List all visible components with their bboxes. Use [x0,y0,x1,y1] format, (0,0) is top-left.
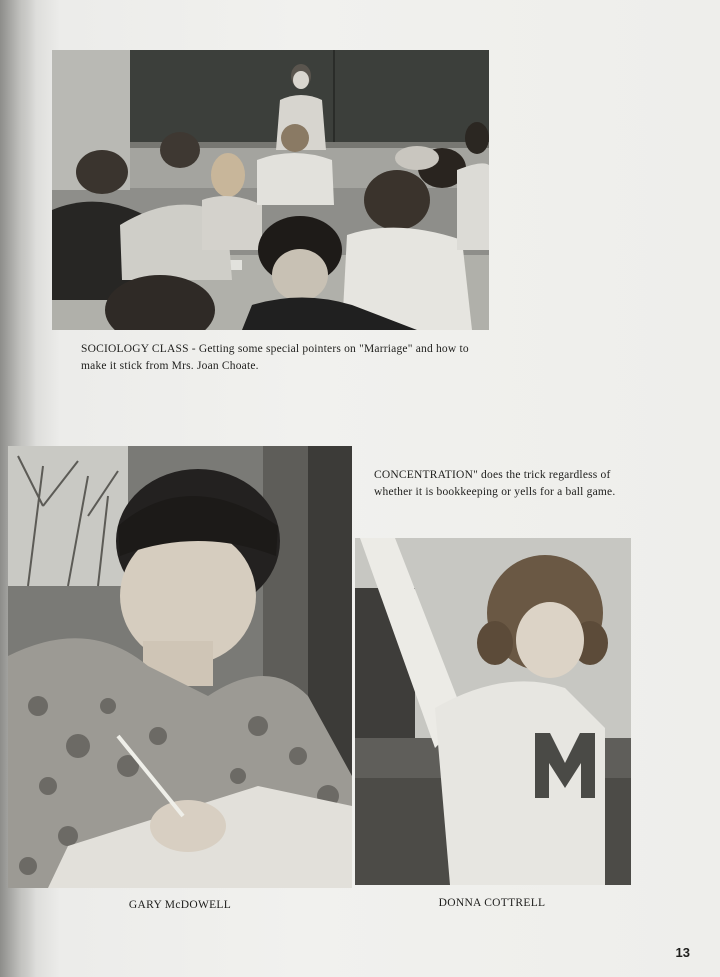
sociology-class-caption: SOCIOLOGY CLASS - Getting some special pointers on "Marriage" and how to make it stick from Mrs. Joan Choate. [81,343,469,372]
left-photo-name: GARY McDOWELL [128,899,232,911]
page-number: 13 [675,945,690,960]
gary-mcdowell-photo [8,446,352,888]
sociology-class-photo [52,50,489,330]
right-photo-name: DONNA COTTRELL [438,897,546,909]
donna-cottrell-photo [355,538,631,885]
concentration-caption: CONCENTRATION" does the trick regardless of whether it is bookkeeping or yells for a ball game. [374,469,616,498]
